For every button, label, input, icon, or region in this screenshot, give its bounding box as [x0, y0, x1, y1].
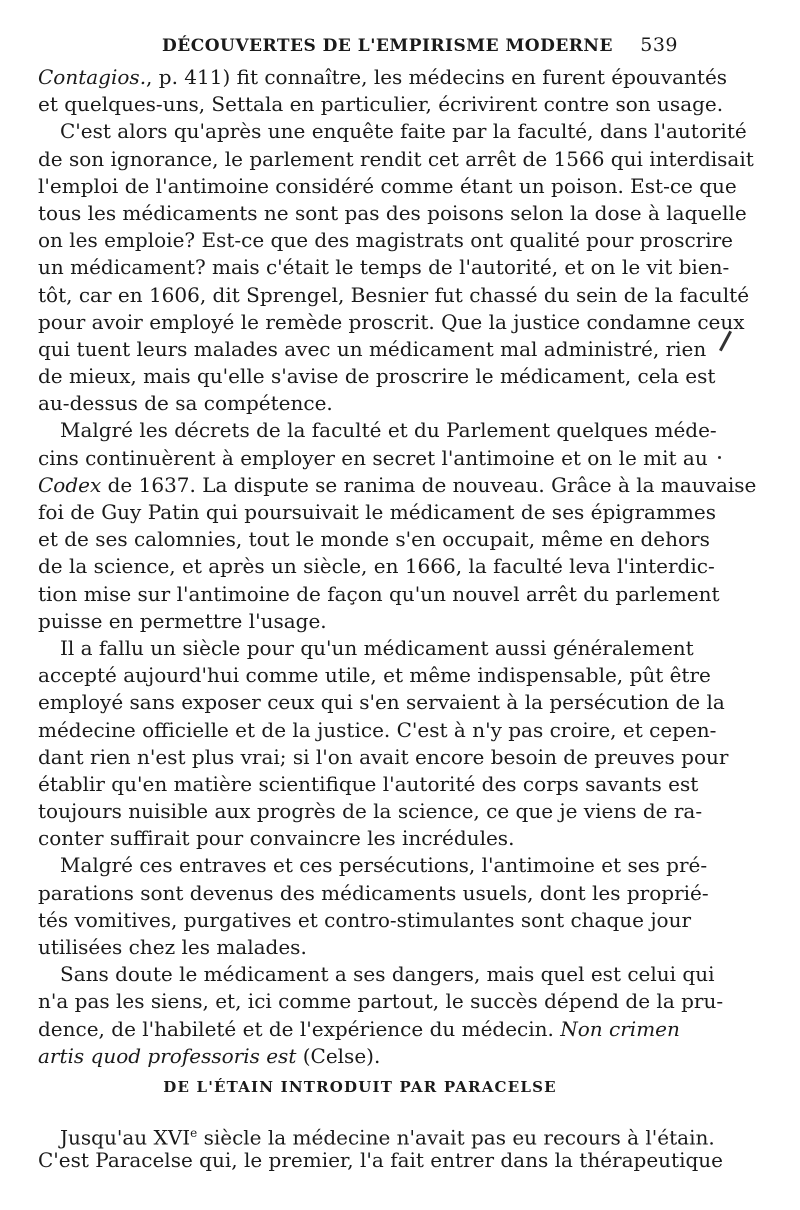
text-line [38, 934, 682, 961]
text-segment: tion mise sur l'antimoine de façon qu'un nouvel arrêt du parlement [38, 581, 720, 606]
text-line [38, 118, 747, 145]
text-segment: et de ses calomnies, tout le monde s'en occupait, même en dehors [38, 527, 710, 552]
text-segment: , p. 411) fit connaître, les médecins en furent épouvantés [146, 65, 728, 89]
text-segment: Sans doute le médicament a ses dangers, mais quel est celui qui [60, 962, 715, 987]
text-line [38, 254, 730, 281]
text-line [38, 880, 709, 907]
page-header [36, 34, 686, 62]
text-segment: dant rien n'est plus vrai; si l'on avait encore besoin de preuves pour [38, 744, 729, 769]
text-line [38, 988, 724, 1015]
text-line [38, 744, 729, 771]
section-heading: DE L'ÉTAIN INTRODUIT PAR PARACELSE [163, 1078, 557, 1096]
text-line [38, 499, 716, 526]
text-segment: de 1637. La dispute se ranima de nouveau. Grâce à la mauvaise [101, 472, 757, 497]
text-segment: foi de Guy Patin qui poursuivait le médicament de ses épigrammes [38, 500, 716, 524]
paragraph [38, 118, 754, 417]
text-line [38, 689, 725, 716]
text-segment: Il a fallu un siècle pour qu'un médicament aussi généralement [60, 635, 694, 660]
text-line [38, 91, 724, 118]
text-segment: (Celse). [296, 1043, 381, 1068]
text-line [38, 771, 699, 798]
italic-text: artis quod professoris est [38, 1043, 297, 1068]
text-line [38, 363, 716, 390]
text-segment: on les emploie? Est-ce que des magistrats ont qualité pour proscrire [38, 228, 734, 253]
body-text [38, 64, 757, 1070]
text-segment: établir qu'en matière scientifique l'autorité des corps savants est [38, 771, 699, 796]
paragraph [38, 635, 729, 853]
text-line [38, 717, 717, 744]
text-line [38, 472, 757, 499]
text-segment: un médicament? mais c'était le temps de l'autorité, et on le vit bien- [38, 255, 730, 280]
text-line [38, 1118, 715, 1150]
text-line [38, 852, 708, 879]
text-segment: employé sans exposer ceux qui s'en servaient à la persécution de la [38, 690, 725, 715]
paragraph [38, 961, 724, 1070]
text-segment: Jusqu'au [60, 1125, 154, 1150]
text-segment: parations sont devenus des médicaments usuels, dont les proprié- [38, 880, 709, 905]
text-segment: dence, de l'habileté et de l'expérience du médecin. [38, 1016, 561, 1041]
text-segment: utilisées chez les malades. [38, 935, 307, 959]
text-segment: e [190, 1126, 198, 1140]
text-line [38, 336, 707, 363]
text-line [38, 526, 710, 553]
text-line [38, 608, 682, 635]
text-line [38, 1016, 682, 1043]
text-line [38, 417, 717, 444]
text-segment: n'a pas les siens, et, ici comme partout, le succès dépend de la pru- [38, 989, 724, 1014]
text-segment: au-dessus de sa compétence. [38, 391, 333, 416]
text-line [38, 173, 737, 200]
paragraph [38, 417, 757, 635]
text-segment: et quelques-uns, Settala en particulier, écrivirent contre son usage. [38, 92, 724, 117]
text-segment: qui tuent leurs malades avec un médicament mal administré, rien [38, 336, 707, 361]
text-segment: XVI [153, 1125, 191, 1150]
running-title: DÉCOUVERTES DE L'EMPIRISME MODERNE [162, 36, 613, 56]
text-segment: Malgré les décrets de la faculté et du Parlement quelques méde- [60, 418, 717, 443]
text-segment: tés vomitives, purgatives et contro-stimulantes sont chaque jour [38, 907, 692, 932]
text-segment: C'est alors qu'après une enquête faite par la faculté, dans l'autorité [60, 119, 747, 144]
text-line [38, 390, 682, 417]
text-line [38, 553, 715, 580]
text-segment: cins continuèrent à employer en secret l'antimoine et on le mit au [38, 445, 708, 470]
text-line [38, 635, 694, 662]
text-line [38, 146, 754, 173]
text-segment: médecine officielle et de la justice. C'est à n'y pas croire, et cepen- [38, 717, 717, 742]
text-segment: de mieux, mais qu'elle s'avise de proscrire le médicament, cela est [38, 364, 716, 389]
text-segment: siècle la médecine n'avait pas eu recours à l'étain. [197, 1125, 715, 1150]
section-text [38, 1118, 723, 1173]
paragraph [38, 64, 728, 118]
text-segment: conter suffirait pour convaincre les incrédules. [38, 826, 515, 851]
text-line [38, 825, 682, 852]
text-line [38, 309, 745, 336]
text-segment: pour avoir employé le remède proscrit. Que la justice condamne ceux [38, 309, 745, 334]
text-line [38, 581, 720, 608]
page-number: 539 [640, 34, 678, 56]
paragraph [38, 852, 709, 961]
margin-dot-mark [718, 456, 721, 459]
text-segment: toujours nuisible aux progrès de la science, ce que je viens de ra- [38, 799, 703, 824]
text-line [38, 282, 750, 309]
italic-text: Non crimen [560, 1016, 680, 1041]
text-line [38, 907, 692, 934]
text-line [38, 1043, 682, 1070]
text-line [38, 64, 728, 91]
text-segment: tous les médicaments ne sont pas des poisons selon la dose à laquelle [38, 200, 747, 225]
text-line [38, 445, 708, 472]
italic-text: Contagios. [38, 65, 147, 89]
text-segment: C'est Paracelse qui, le premier, l'a fait entrer dans la thérapeutique [38, 1148, 723, 1173]
text-line [38, 200, 747, 227]
text-line [38, 1145, 723, 1173]
text-line [38, 961, 715, 988]
text-line [38, 798, 703, 825]
text-segment: tôt, car en 1606, dit Sprengel, Besnier fut chassé du sein de la faculté [38, 282, 750, 307]
text-segment: Malgré ces entraves et ces persécutions, l'antimoine et ses pré- [60, 853, 708, 878]
text-segment: l'emploi de l'antimoine considéré comme étant un poison. Est-ce que [38, 173, 737, 198]
italic-text: Codex [38, 472, 102, 497]
text-segment: accepté aujourd'hui comme utile, et même indispensable, pût être [38, 663, 711, 688]
text-segment: de la science, et après un siècle, en 1666, la faculté leva l'interdic- [38, 554, 715, 579]
text-line [38, 227, 734, 254]
text-segment: de son ignorance, le parlement rendit cet arrêt de 1566 qui interdisait [38, 146, 754, 171]
text-line [38, 662, 711, 689]
text-segment: puisse en permettre l'usage. [38, 608, 327, 633]
